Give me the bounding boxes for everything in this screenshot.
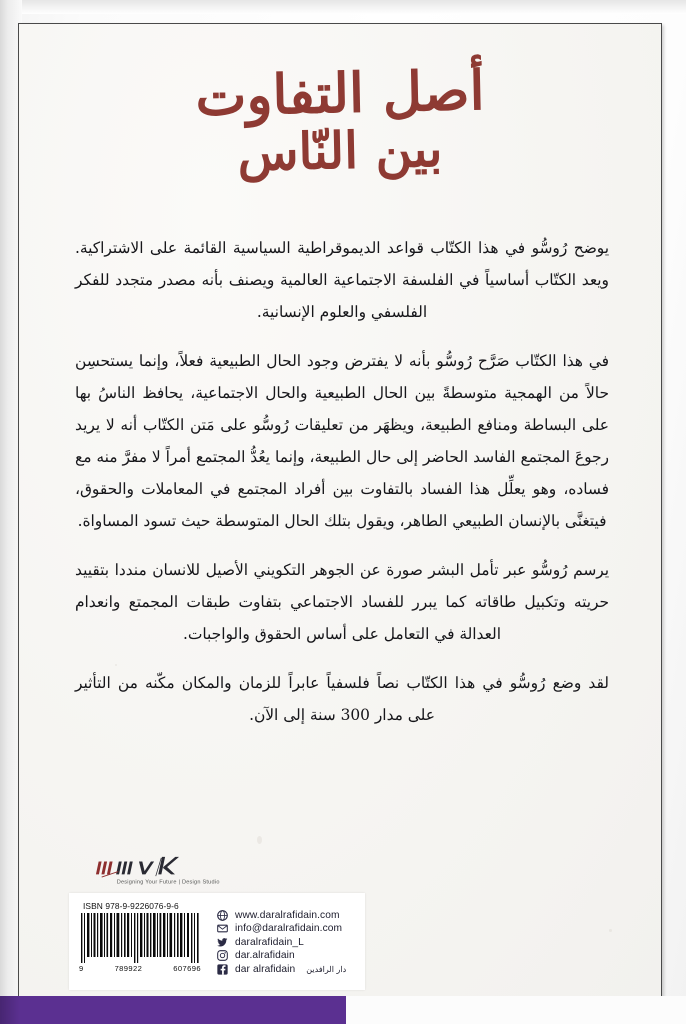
back-cover-blurb (75, 232, 609, 731)
globe-icon (217, 910, 228, 921)
cover-bottom-purple-band (0, 996, 346, 1024)
book-title (65, 57, 615, 183)
title-line-1: أصل التفاوت (194, 57, 486, 129)
contact-facebook-text: dar alrafidain (235, 963, 296, 975)
blurb-paragraph: لقد وضع رُوسُّو في هذا الكتّاب نصاً فلسفياً عابراً للزمان والمكان مكّنه من التأثير على مدار 300 سنة إلى الآن. (75, 674, 609, 725)
isbn-number: ISBN 978-9-9226076-9-6 (83, 901, 179, 911)
barcode-group-1: 789922 (114, 964, 143, 973)
contact-twitter-text: daralrafidain_L (235, 936, 304, 948)
facebook-icon (217, 964, 228, 975)
barcode-block (79, 900, 203, 984)
envelope-icon (217, 923, 228, 934)
barcode-icon (79, 913, 201, 963)
barcode-group-2: 607696 (173, 964, 201, 973)
twitter-icon (217, 937, 228, 948)
mmvk-logo-icon (95, 856, 211, 878)
publisher-contact-list (203, 900, 357, 984)
isbn-contact-panel (69, 893, 365, 990)
page-bottom-area (346, 996, 686, 1024)
contact-website-text: www.daralrafidain.com (235, 909, 340, 921)
title-line-2: بين النّاس (236, 118, 444, 183)
design-studio-tagline: Designing Your Future | Design Studio (116, 879, 220, 886)
blurb-paragraph: يرسم رُوسُّو عبر تأمل البشر صورة عن الجوهر التكويني الأصيل للانسان منددا بتقييد حريته وتكبيل طاقاته كما يبرر للفساد الاجتماعي بتفاوت طبقات المجمتع وانعدام العدالة في التعامل على أساس الحقوق والواجبات. (75, 561, 609, 644)
barcode-digits (79, 964, 201, 973)
blurb-paragraph: في هذا الكتّاب صَرَّح رُوسُّو بأنه لا يفترض وجود الحال الطبيعية فعلاً، وإنما يستحسِن حالاً من الهمجية متوسطةً بين الحال الطبيعية والحال الاجتماعية، يحافظ الناسُ بها على البساطة ومنافع الطبيعة، ويظهَر من تعليقات رُوسُّو على مَتن الكتّاب أنه لا يريد رجوعَ المجتمع الفاسد الحاضر إلى حال الطبيعة، وإنما يعُدُّ المجتمع أمراً لا مفرَّ منه مع فساده، وهو يعلِّل هذا الفساد بالتفاوت بين أفراد المجتمع في المعاملات والحقوق، فيتغنَّى بالإنسان الطبيعي الطاهر، ويقول بتلك الحال المتوسطة حيث تسود المساواة. (75, 352, 609, 531)
book-back-cover (18, 23, 662, 998)
contact-instagram[interactable] (217, 950, 357, 961)
contact-email[interactable] (217, 923, 357, 934)
blurb-paragraph: يوضح رُوسُّو في هذا الكتّاب قواعد الديموقراطية السياسية القائمة على الاشتراكية. ويعد الكتّاب أساسياً في الفلسفة الاجتماعية العالمية ويصنف بأنه مصدر متجدد للفكر الفلسفي والعلوم الإنسانية. (75, 239, 609, 322)
instagram-icon (217, 950, 228, 961)
contact-twitter[interactable] (217, 937, 357, 948)
scan-top-shadow (0, 0, 686, 14)
contact-facebook-arabic: دار الرافدين (306, 964, 347, 974)
contact-instagram-text: dar.alrafidain (235, 950, 295, 961)
contact-email-text: info@daralrafidain.com (235, 923, 343, 934)
barcode-check-digit: 9 (79, 964, 84, 973)
contact-website[interactable] (217, 910, 357, 921)
contact-facebook[interactable] (217, 964, 357, 975)
